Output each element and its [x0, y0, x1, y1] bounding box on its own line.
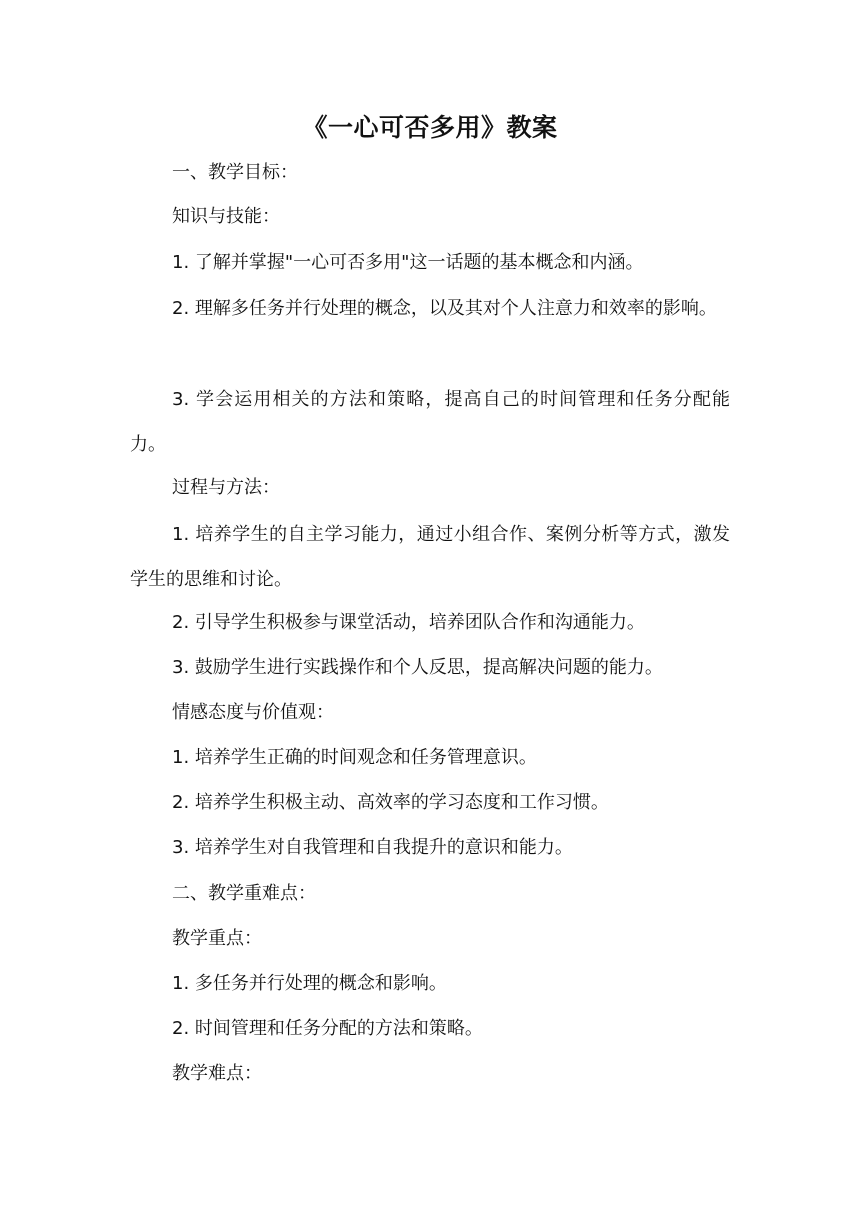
list-item: 2. 时间管理和任务分配的方法和策略。: [172, 1018, 483, 1039]
list-item: 1. 培养学生的自主学习能力，通过小组合作、案例分析等方式，激发学生的思维和讨论。: [130, 524, 730, 590]
list-item: 2. 理解多任务并行处理的概念，以及其对个人注意力和效率的影响。: [172, 298, 717, 319]
list-item: 1. 了解并掌握"一心可否多用"这一话题的基本概念和内涵。: [172, 252, 644, 273]
list-item: 3. 学会运用相关的方法和策略，提高自己的时间管理和任务分配能力。: [130, 389, 730, 455]
list-item: 3. 鼓励学生进行实践操作和个人反思，提高解决问题的能力。: [172, 657, 663, 678]
list-item: 2. 引导学生积极参与课堂活动，培养团队合作和沟通能力。: [172, 612, 645, 633]
subsection-heading: 教学重点：: [172, 928, 262, 949]
list-item: 3. 培养学生对自我管理和自我提升的意识和能力。: [172, 837, 573, 858]
subsection-heading: 教学难点：: [172, 1063, 262, 1084]
section-heading: 一、教学目标：: [172, 162, 298, 183]
document-title: 《一心可否多用》教案: [302, 113, 558, 142]
subsection-heading: 情感态度与价值观：: [172, 702, 334, 723]
list-item: 1. 多任务并行处理的概念和影响。: [172, 973, 447, 994]
section-heading: 二、教学重难点：: [172, 883, 316, 904]
subsection-heading: 知识与技能：: [172, 206, 280, 227]
list-item: 1. 培养学生正确的时间观念和任务管理意识。: [172, 747, 537, 768]
subsection-heading: 过程与方法：: [172, 477, 280, 498]
list-item: 2. 培养学生积极主动、高效率的学习态度和工作习惯。: [172, 792, 609, 813]
